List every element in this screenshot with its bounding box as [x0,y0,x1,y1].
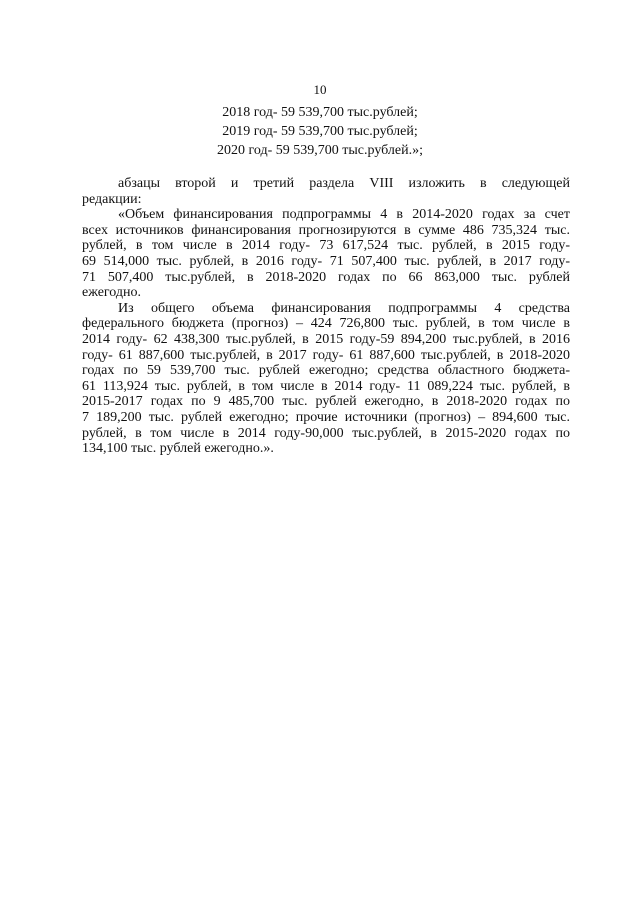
text-line: редакции: [82,191,142,207]
text-line: рублей, в том числе в 2014 году- 73 617,524 тыс. рублей, в 2015 году- [82,238,570,254]
text-line: Из общего объема финансирования подпрограммы 4 средства [118,300,570,316]
text-line: ежегодно. [82,285,142,301]
year-line-2019: 2019 год- 59 539,700 тыс.рублей; [222,124,418,139]
text-line: федерального бюджета (прогноз) – 424 726,800 тыс. рублей, в том числе в [82,316,570,332]
paragraph-total-funding [82,207,570,301]
text-line: 61 113,924 тыс. рублей, в том числе в 2014 году- 11 089,224 тыс. рублей, в [82,378,570,394]
paragraph-funding-breakdown [82,301,570,457]
text-line: «Объем финансирования подпрограммы 4 в 2014-2020 годах за счет [118,207,570,223]
text-line: 134,100 тыс. рублей ежегодно.». [82,441,274,457]
text-line: году- 61 887,600 тыс.рублей, в 2017 году- 61 887,600 тыс.рублей, в 2018-2020 [82,347,570,363]
year-line-2020: 2020 год- 59 539,700 тыс.рублей.»; [216,143,423,158]
text-line: 2014 году- 62 438,300 тыс.рублей, в 2015 году-59 894,200 тыс.рублей, в 2016 [82,331,570,347]
paragraph-amendment-instruction [82,176,570,207]
year-line-2018: 2018 год- 59 539,700 тыс.рублей; [222,105,418,120]
text-line: рублей, в том числе в 2014 году-90,000 тыс.рублей, в 2015-2020 годах по [82,425,570,441]
text-line: всех источников финансирования прогнозируются в сумме 486 735,324 тыс. [82,222,570,238]
text-line: 71 507,400 тыс.рублей, в 2018-2020 годах по 66 863,000 тыс. рублей [82,269,570,285]
text-line: абзацы второй и третий раздела VIII изложить в следующей [118,176,570,191]
text-line: 69 514,000 тыс. рублей, в 2016 году- 71 507,400 тыс. рублей, в 2017 году- [82,253,570,269]
year-funding-list [0,103,640,160]
text-line: 2015-2017 годах по 9 485,700 тыс. рублей ежегодно, в 2018-2020 годах по [82,394,570,410]
text-line: годах по 59 539,700 тыс. рублей ежегодно; средства областного бюджета- [82,363,570,379]
document-body [82,176,570,457]
text-line: 7 189,200 тыс. рублей ежегодно; прочие источники (прогноз) – 894,600 тыс. [82,409,570,425]
page-number: 10 [313,82,327,97]
